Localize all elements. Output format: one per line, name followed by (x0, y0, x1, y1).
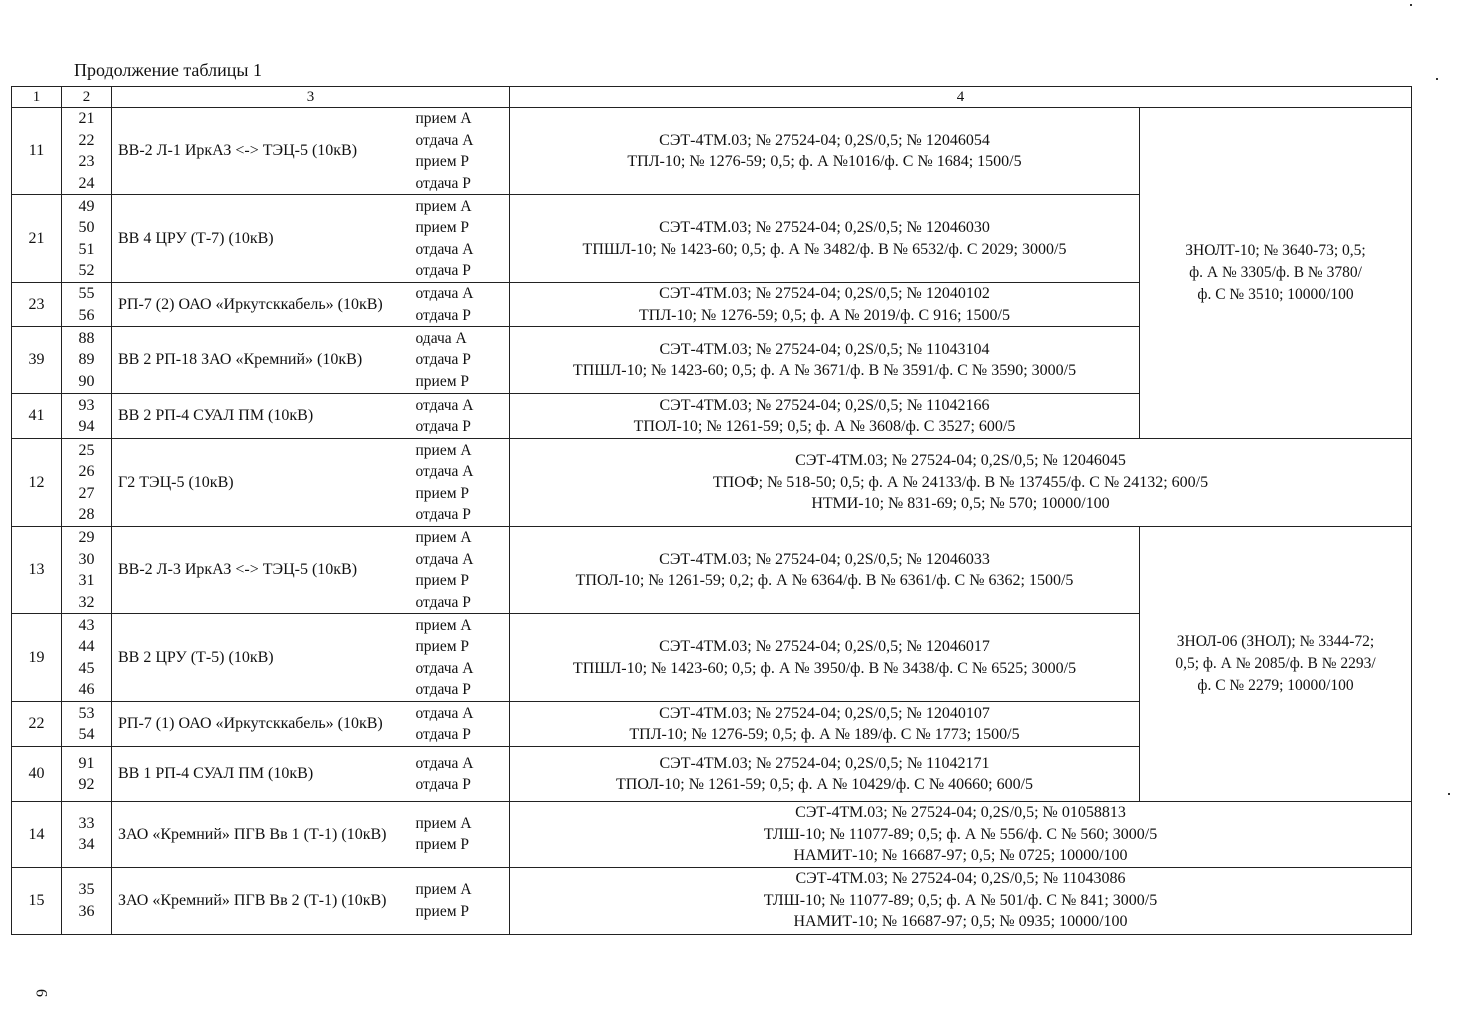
signal-direction: отдача Р (415, 681, 471, 698)
measurement-table (11, 86, 1412, 935)
channel-number: 53 (78, 704, 95, 722)
meter-line: ТПЛ-10; № 1276-59; 0,5; ф. А №1016/ф. С № 1684; 1500/5 (627, 153, 1022, 170)
signal-direction: отдача Р (415, 306, 471, 324)
signal-direction: отдача Р (415, 351, 471, 369)
row-number: 21 (12, 195, 62, 283)
channel-number: 52 (78, 262, 95, 279)
meter-line: ТПШЛ-10; № 1423-60; 0,5; ф. А № 3671/ф. В № 3591/ф. С № 3590; 3000/5 (572, 362, 1077, 379)
channel-number: 51 (78, 240, 95, 258)
signal-directions (416, 802, 510, 868)
meter-line: НАМИТ-10; № 16687-97; 0,5; № 0935; 10000/100 (793, 913, 1128, 931)
signal-direction: отдача Р (415, 726, 471, 743)
meter-line: ТПШЛ-10; № 1423-60; 0,5; ф. А № 3950/ф. В № 3438/ф. С № 6525; 3000/5 (572, 659, 1077, 677)
signal-direction: прием А (415, 881, 472, 898)
meter-line: ТПОЛ-10; № 1261-59; 0,5; ф. А № 3608/ф. С 3527; 600/5 (633, 418, 1016, 435)
page-number: 9 (34, 989, 51, 997)
meter-info (510, 867, 1412, 934)
signal-direction: отдача Р (415, 776, 471, 793)
voltage-transformer-info (1140, 527, 1412, 802)
signal-direction: отдача А (415, 463, 474, 480)
meter-info (510, 747, 1140, 802)
row-number: 14 (12, 802, 62, 868)
connection-name: РП-7 (2) ОАО «Иркутсккабель» (10кВ) (112, 283, 416, 327)
channel-number: 29 (78, 529, 95, 546)
meter-info (510, 439, 1412, 527)
signal-direction: отдача А (415, 396, 474, 414)
signal-directions (416, 614, 510, 702)
channel-number: 91 (78, 754, 95, 772)
meter-line: ТПЛ-10; № 1276-59; 0,5; ф. А № 189/ф. С № 1773; 1500/5 (629, 726, 1020, 743)
signal-direction: прием А (415, 110, 472, 127)
meter-line: ТПШЛ-10; № 1423-60; 0,5; ф. А № 3482/ф. В № 6532/ф. С 2029; 3000/5 (582, 240, 1067, 258)
row-number: 41 (12, 394, 62, 439)
meter-line: СЭТ-4ТМ.03; № 27524-04; 0,2S/0,5; № 12046030 (659, 219, 990, 236)
connection-name: ВВ 2 РП-4 СУАЛ ПМ (10кВ) (112, 394, 416, 439)
channel-number: 35 (78, 881, 95, 898)
channel-number: 49 (78, 197, 95, 215)
signal-direction: прием Р (415, 153, 470, 170)
signal-direction: одача А (415, 329, 467, 347)
signal-direction: отдача Р (415, 506, 471, 523)
signal-direction: отдача Р (415, 174, 471, 192)
signal-directions (416, 747, 510, 802)
row-number: 40 (12, 747, 62, 802)
meter-line: ТЛШ-10; № 11077-89; 0,5; ф. А № 556/ф. С № 560; 3000/5 (763, 825, 1158, 843)
signal-direction: отдача А (415, 754, 474, 772)
channel-numbers (62, 614, 112, 702)
voltage-transformer-info (1140, 108, 1412, 439)
meter-line: ТЛШ-10; № 11077-89; 0,5; ф. А № 501/ф. С № 841; 3000/5 (763, 891, 1158, 909)
channel-number: 23 (78, 153, 95, 170)
signal-direction: отдача А (415, 704, 474, 722)
row-number: 39 (12, 327, 62, 394)
channel-number: 22 (78, 131, 95, 149)
signal-direction: отдача Р (415, 593, 471, 611)
connection-name: ВВ 4 ЦРУ (Т-7) (10кВ) (112, 195, 416, 283)
meter-line: НАМИТ-10; № 16687-97; 0,5; № 0725; 10000/100 (793, 847, 1128, 864)
meter-line: ТПОФ; № 518-50; 0,5; ф. А № 24133/ф. В № 137455/ф. С № 24132; 600/5 (712, 473, 1209, 491)
meter-line: ТПОЛ-10; № 1261-59; 0,5; ф. А № 10429/ф. С № 40660; 600/5 (615, 776, 1034, 793)
table-row (12, 867, 1412, 934)
channel-number: 30 (78, 550, 95, 568)
signal-direction: прием Р (415, 484, 470, 502)
signal-direction: прием А (415, 814, 472, 832)
signal-direction: отдача А (415, 131, 474, 149)
vt-line: 0,5; ф. А № 2085/ф. В № 2293/ (1175, 655, 1376, 672)
meter-line: СЭТ-4ТМ.03; № 27524-04; 0,2S/0,5; № 12046054 (659, 131, 990, 149)
signal-directions (416, 108, 510, 195)
meter-info (510, 327, 1140, 394)
meter-line: СЭТ-4ТМ.03; № 27524-04; 0,2S/0,5; № 12046045 (795, 452, 1126, 470)
connection-name: ЗАО «Кремний» ПГВ Вв 1 (Т-1) (10кВ) (112, 802, 416, 868)
signal-directions (416, 702, 510, 747)
connection-name: ВВ-2 Л-3 ИркАЗ <-> ТЭЦ-5 (10кВ) (112, 527, 416, 614)
channel-number: 90 (78, 372, 95, 390)
table-row (12, 527, 1412, 614)
connection-name: ВВ 1 РП-4 СУАЛ ПМ (10кВ) (112, 747, 416, 802)
meter-info (510, 108, 1140, 195)
channel-numbers (62, 195, 112, 283)
channel-numbers (62, 867, 112, 934)
row-number: 11 (12, 108, 62, 195)
meter-line: СЭТ-4ТМ.03; № 27524-04; 0,2S/0,5; № 12040102 (659, 285, 990, 302)
channel-numbers (62, 802, 112, 868)
meter-line: СЭТ-4ТМ.03; № 27524-04; 0,2S/0,5; № 11042166 (659, 396, 990, 414)
signal-directions (416, 867, 510, 934)
header-col-1: 1 (12, 87, 62, 108)
meter-line: СЭТ-4ТМ.03; № 27524-04; 0,2S/0,5; № 11043104 (659, 340, 990, 358)
header-col-3: 3 (112, 87, 510, 108)
channel-number: 32 (78, 593, 95, 611)
header-col-2: 2 (62, 87, 112, 108)
connection-name: ВВ 2 РП-18 ЗАО «Кремний» (10кВ) (112, 327, 416, 394)
channel-numbers (62, 527, 112, 614)
signal-direction: прием Р (415, 836, 470, 854)
vt-line: ЗНОЛ-06 (ЗНОЛ); № 3344-72; (1176, 633, 1375, 650)
channel-number: 28 (78, 506, 95, 523)
connection-name: ЗАО «Кремний» ПГВ Вв 2 (Т-1) (10кВ) (112, 867, 416, 934)
signal-direction: прием Р (415, 219, 470, 236)
channel-numbers (62, 394, 112, 439)
channel-number: 31 (78, 572, 95, 589)
channel-number: 92 (78, 776, 95, 793)
meter-line: ТПЛ-10; № 1276-59; 0,5; ф. А № 2019/ф. С 916; 1500/5 (639, 306, 1010, 324)
signal-direction: прием А (415, 197, 472, 215)
row-number: 19 (12, 614, 62, 702)
channel-number: 94 (78, 418, 95, 435)
channel-number: 33 (78, 814, 95, 832)
meter-line: СЭТ-4ТМ.03; № 27524-04; 0,2S/0,5; № 11042171 (659, 754, 990, 772)
signal-directions (416, 283, 510, 327)
channel-numbers (62, 702, 112, 747)
channel-number: 55 (78, 285, 95, 302)
channel-number: 21 (78, 110, 95, 127)
meter-line: НТМИ-10; № 831-69; 0,5; № 570; 10000/100 (811, 495, 1110, 513)
signal-direction: отдача А (415, 285, 474, 302)
header-col-4: 4 (510, 87, 1412, 108)
vt-line: ф. С № 3510; 10000/100 (1197, 286, 1354, 303)
scan-dot (1410, 4, 1412, 6)
row-number: 13 (12, 527, 62, 614)
channel-number: 36 (78, 902, 95, 920)
channel-number: 26 (78, 463, 95, 480)
meter-line: ТПОЛ-10; № 1261-59; 0,2; ф. А № 6364/ф. В № 6361/ф. С № 6362; 1500/5 (575, 572, 1074, 589)
channel-number: 34 (78, 836, 95, 854)
signal-direction: отдача А (415, 240, 474, 258)
row-number: 15 (12, 867, 62, 934)
signal-direction: отдача А (415, 550, 474, 568)
header-row (12, 87, 1412, 108)
channel-number: 27 (78, 484, 95, 502)
signal-directions (416, 527, 510, 614)
signal-direction: прием А (415, 441, 472, 459)
meter-info (510, 527, 1140, 614)
channel-number: 93 (78, 396, 95, 414)
signal-direction: отдача Р (415, 418, 471, 435)
channel-number: 44 (78, 638, 95, 655)
channel-numbers (62, 108, 112, 195)
meter-info (510, 614, 1140, 702)
channel-numbers (62, 747, 112, 802)
scan-dot (1448, 793, 1450, 795)
meter-line: СЭТ-4ТМ.03; № 27524-04; 0,2S/0,5; № 12046033 (659, 550, 990, 568)
signal-direction: прием А (415, 616, 472, 634)
meter-line: СЭТ-4ТМ.03; № 27524-04; 0,2S/0,5; № 01058813 (795, 804, 1126, 821)
scan-dot (1436, 78, 1438, 80)
vt-line: ф. С № 2279; 10000/100 (1197, 677, 1354, 694)
signal-direction: отдача Р (415, 262, 471, 279)
connection-name: РП-7 (1) ОАО «Иркутсккабель» (10кВ) (112, 702, 416, 747)
channel-number: 46 (78, 681, 95, 698)
channel-number: 24 (78, 174, 95, 192)
signal-direction: прием Р (415, 572, 470, 589)
channel-numbers (62, 439, 112, 527)
meter-line: СЭТ-4ТМ.03; № 27524-04; 0,2S/0,5; № 12040107 (659, 704, 990, 722)
table-row (12, 108, 1412, 195)
meter-info (510, 195, 1140, 283)
signal-directions (416, 195, 510, 283)
meter-info (510, 802, 1412, 868)
meter-info (510, 283, 1140, 327)
vt-line: ф. А № 3305/ф. В № 3780/ (1189, 264, 1362, 281)
channel-number: 45 (78, 659, 95, 677)
channel-numbers (62, 327, 112, 394)
signal-direction: прием А (415, 529, 472, 546)
channel-number: 54 (78, 726, 95, 743)
signal-directions (416, 327, 510, 394)
meter-line: СЭТ-4ТМ.03; № 27524-04; 0,2S/0,5; № 12046017 (659, 638, 990, 655)
meter-info (510, 394, 1140, 439)
connection-name: Г2 ТЭЦ-5 (10кВ) (112, 439, 416, 527)
row-number: 23 (12, 283, 62, 327)
table-row (12, 439, 1412, 527)
vt-line: ЗНОЛТ-10; № 3640-73; 0,5; (1185, 242, 1366, 259)
channel-number: 50 (78, 219, 95, 236)
table-caption: Продолжение таблицы 1 (74, 60, 262, 80)
meter-line: СЭТ-4ТМ.03; № 27524-04; 0,2S/0,5; № 11043086 (795, 870, 1126, 888)
row-number: 12 (12, 439, 62, 527)
signal-direction: прием Р (415, 902, 470, 920)
channel-number: 88 (78, 329, 95, 347)
signal-directions (416, 394, 510, 439)
signal-direction: отдача А (415, 659, 474, 677)
connection-name: ВВ 2 ЦРУ (Т-5) (10кВ) (112, 614, 416, 702)
table-row (12, 802, 1412, 868)
channel-number: 43 (78, 616, 95, 634)
signal-direction: прием Р (415, 372, 470, 390)
meter-info (510, 702, 1140, 747)
connection-name: ВВ-2 Л-1 ИркАЗ <-> ТЭЦ-5 (10кВ) (112, 108, 416, 195)
signal-direction: прием Р (415, 638, 470, 655)
channel-number: 56 (78, 306, 95, 324)
channel-number: 25 (78, 441, 95, 459)
channel-numbers (62, 283, 112, 327)
row-number: 22 (12, 702, 62, 747)
signal-directions (416, 439, 510, 527)
channel-number: 89 (78, 351, 95, 369)
